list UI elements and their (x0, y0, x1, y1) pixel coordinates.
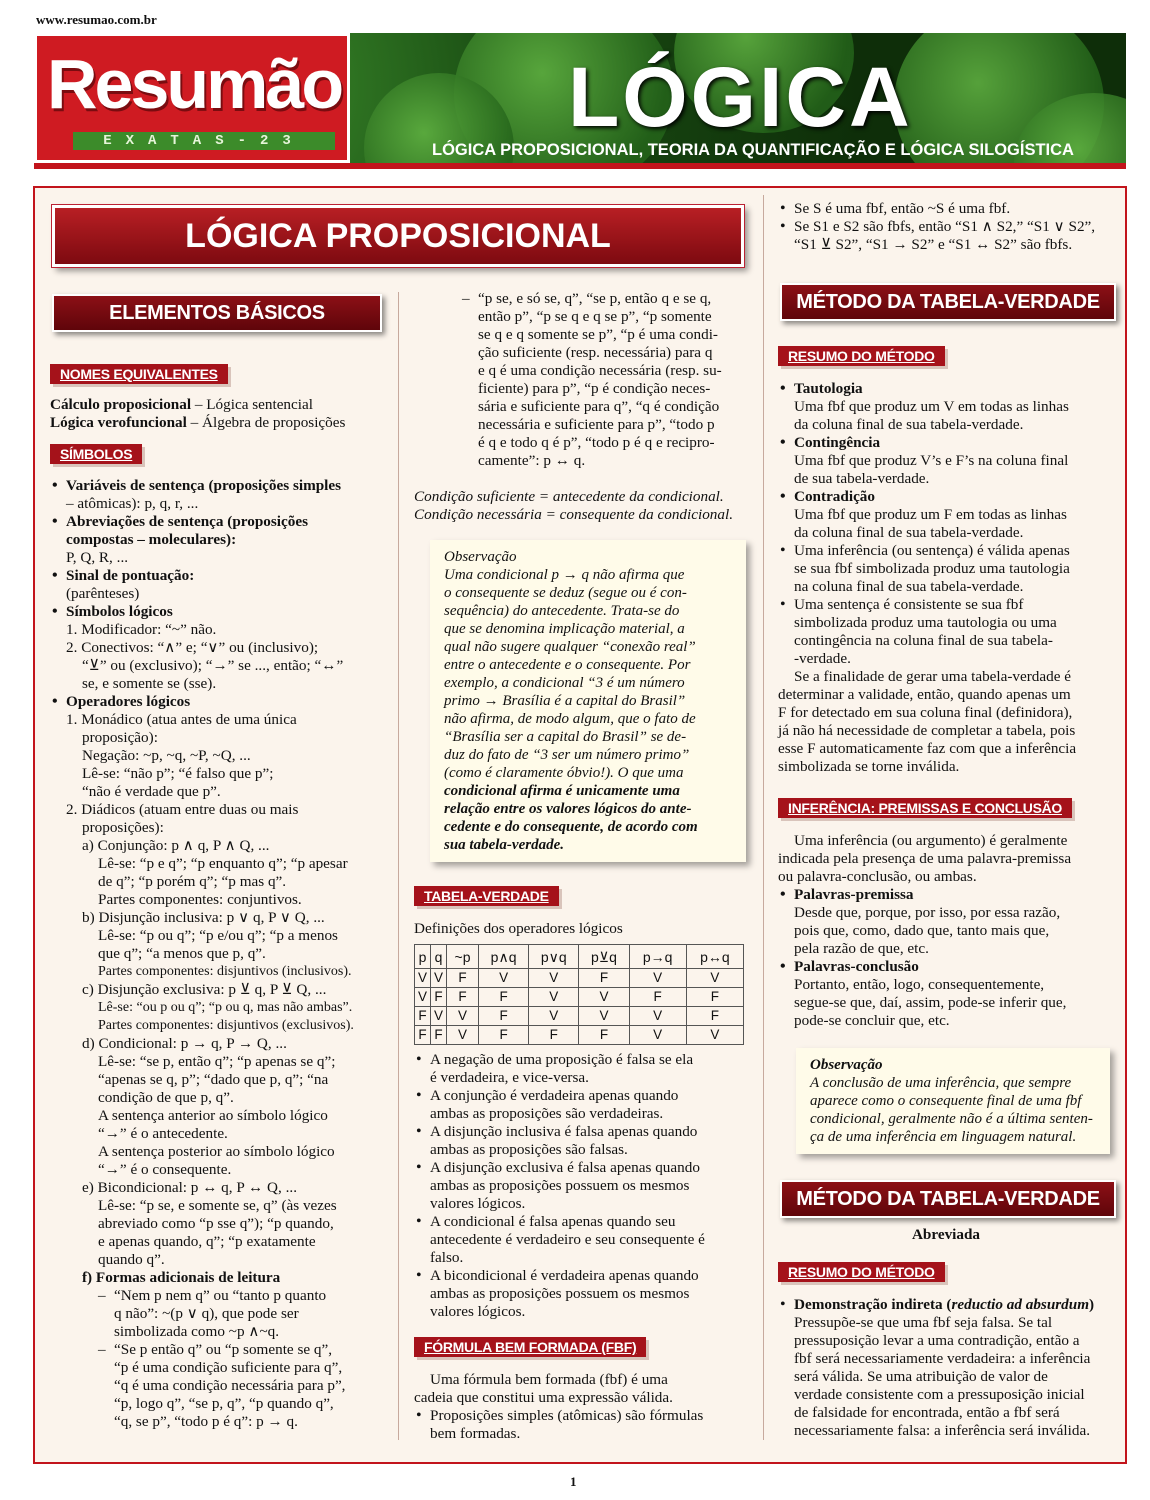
list-item: “S1 ⊻ S2”, “S1 → S2” e “S1 ↔ S2” são fbfs. (794, 236, 1073, 253)
list-item: • A conjunção é verdadeira apenas quando (414, 1087, 750, 1105)
list-item: é verdadeira, e vice-versa. (430, 1069, 589, 1086)
table-cell: V (629, 1007, 686, 1026)
table-header-row (415, 945, 744, 969)
obs-line: entre o antecedente e o consequente. Por (444, 657, 691, 673)
obs-line: não afirma, de modo algum, que o fato de (444, 711, 696, 727)
list-item: Lê-se: “não p”; “é falso que p”; (82, 765, 274, 782)
table-cell: F (431, 1026, 447, 1045)
list-item: – atômicas): p, q, r, ... (66, 495, 199, 512)
tag-simbolos: SÍMBOLOS (50, 444, 142, 464)
list-item: ambas as proposições possuem os mesmos (430, 1285, 690, 1302)
list-item: abreviado como “p sse q”); “p quando, (98, 1215, 334, 1232)
table-cell: V (529, 969, 579, 988)
condicao-necessaria: Condição necessária = consequente da condicional. (414, 506, 733, 523)
list-item: fbf será necessariamente verdadeira: a inferência (794, 1350, 1091, 1367)
table-row (415, 1007, 744, 1026)
column-divider (763, 195, 764, 1440)
list-item: ficiente) para p”, “p é condição neces- (478, 380, 711, 397)
truth-table (414, 944, 744, 1045)
table-cell: F (447, 969, 479, 988)
list-item: • Palavras-premissa (778, 886, 1114, 904)
tag-fbf: FÓRMULA BEM FORMADA (FBF) (414, 1337, 646, 1357)
obs-line: duz do fato de “3 ser um número primo” (444, 747, 690, 763)
table-row (415, 988, 744, 1007)
list-item: “apenas se q, p”; “dado que p, q”; “na (98, 1071, 329, 1088)
obs-line: Uma condicional p → q não afirma que (444, 567, 685, 583)
list-item: d) Condicional: p → q, P → Q, ... (82, 1035, 287, 1052)
resumao-logo (34, 33, 350, 163)
obs-title: Observação (444, 549, 517, 565)
table-cell: F (529, 1026, 579, 1045)
table-cell: F (479, 1026, 529, 1045)
elementos-basicos-header: ELEMENTOS BÁSICOS (52, 294, 382, 332)
term: Cálculo proposicional (50, 396, 192, 413)
tag-inferencia: INFERÊNCIA: PREMISSAS E CONCLUSÃO (778, 798, 1072, 818)
obs-title: Observação (810, 1057, 883, 1073)
demonstracao-text: • Demonstração indireta (reductio ad absurdum) Pressupõe-se que uma fbf seja falsa. Se tal pressuposição levar a uma contradição, então a fbf será necessariamente verdadeira: a inferência será válida. Se uma atribuição de valor de verdade consistente com a pressuposição inicial de falsidade for encontrada, então a fbf será necessariamente falsa: a inferência será inválida. (778, 1296, 1114, 1440)
list-item: A sentença anterior ao símbolo lógico (98, 1107, 328, 1124)
table-header: p∨q (529, 945, 579, 969)
list-item: • Contradição (778, 488, 1114, 506)
list-item: necessária e suficiente para p”, “todo p (478, 416, 715, 433)
list-item: – “Se p então q” ou “p somente se q”, (50, 1341, 390, 1359)
list-item: Desde que, porque, por isso, por essa razão, (794, 904, 1061, 921)
list-item: e) Bicondicional: p ↔ q, P ↔ Q, ... (82, 1179, 297, 1196)
list-item: a) Conjunção: p ∧ q, P ∧ Q, ... (82, 837, 270, 854)
list-item: • Variáveis de sentença (proposições simples (50, 477, 390, 495)
list-item: Partes componentes: conjuntivos. (98, 891, 302, 908)
condicao-suficiente: Condição suficiente = antecedente da condicional. (414, 488, 724, 505)
list-item: pela razão de que, etc. (794, 940, 929, 957)
obs-line: sua tabela-verdade. (444, 837, 564, 853)
page-number: 1 (570, 1474, 577, 1489)
table-cell: F (579, 1026, 629, 1045)
obs-line: ça de uma inferência em linguagem natural. (810, 1129, 1077, 1145)
tag-resumo-metodo: RESUMO DO MÉTODO (778, 346, 945, 366)
list-item: • Uma inferência (ou sentença) é válida apenas (778, 542, 1114, 560)
list-item: contingência na coluna final de sua tabela- (794, 632, 1053, 649)
obs-line: exemplo, a condicional “3 é um número (444, 675, 685, 691)
table-header: p↔q (686, 945, 743, 969)
obs-line: relação entre os valores lógicos do ante- (444, 801, 692, 817)
observacao-box-2 (796, 1048, 1110, 1154)
list-item: de sua tabela-verdade. (794, 470, 930, 487)
table-row (415, 969, 744, 988)
list-item: camente”: p ↔ q. (478, 452, 586, 469)
list-item: • Contingência (778, 434, 1114, 452)
main-subtitle: LÓGICA PROPOSICIONAL, TEORIA DA QUANTIFICAÇÃO E LÓGICA SILOGÍSTICA (432, 141, 1074, 159)
list-item: ou palavra-conclusão, ou ambas. (778, 868, 977, 885)
table-cell: F (447, 988, 479, 1007)
list-item: • A disjunção exclusiva é falsa apenas quando (414, 1159, 750, 1177)
list-item: ambas as proposições possuem os mesmos (430, 1177, 690, 1194)
table-cell: V (579, 1007, 629, 1026)
list-item: Lê-se: “p ou q”; “p e/ou q”; “p a menos (98, 927, 338, 944)
column-2 (414, 290, 750, 524)
list-item: Uma fbf que produz um V em todas as linhas (794, 398, 1069, 415)
list-item: de falsidade for encontrada, então a fbf será (794, 1404, 1060, 1421)
list-item: 1. Monádico (atua antes de uma única (66, 711, 297, 728)
list-item: • A disjunção inclusiva é falsa apenas quando (414, 1123, 750, 1141)
obs-line: aparece como o consequente final de uma fbf (810, 1093, 1082, 1109)
list-item: “p é uma condição suficiente para q”, (114, 1359, 343, 1376)
series-label: EXATAS-23 (73, 132, 335, 150)
obs-line: “Brasília ser a capital do Brasil” se de- (444, 729, 687, 745)
list-item: se q e q somente se p”, “p é uma condi- (478, 326, 718, 343)
list-item: da coluna final de sua tabela-verdade. (794, 524, 1024, 541)
table-row (415, 1026, 744, 1045)
table-cell: V (415, 988, 431, 1007)
list-item: se sua fbf simbolizada produz uma tautologia (794, 560, 1070, 577)
obs-line: qual não sugere qualquer “conexão real” (444, 639, 696, 655)
table-cell: V (629, 1026, 686, 1045)
table-cell: F (415, 1026, 431, 1045)
list-item: • A negação de uma proposição é falsa se ela (414, 1051, 750, 1069)
list-item: cadeia que constitui uma expressão válida. (414, 1389, 673, 1406)
table-header: p∧q (479, 945, 529, 969)
table-cell: F (686, 1007, 743, 1026)
list-item: Lê-se: “p e q”; “p enquanto q”; “p apesar (98, 855, 348, 872)
list-item: pode-se concluir que, etc. (794, 1012, 950, 1029)
definicoes-list (778, 380, 1114, 776)
demo-title: Demonstração indireta (794, 1296, 943, 1313)
list-item: Uma fbf que produz um F em todas as linhas (794, 506, 1067, 523)
list-item: necessariamente falsa: a inferência será inválida. (794, 1422, 1090, 1439)
list-item: “não é verdade que p”. (82, 783, 221, 800)
obs-line: o consequente se deduz (segue ou é con- (444, 585, 687, 601)
list-item: “p, logo q”, “se p, q”, “p quando q”, (114, 1395, 334, 1412)
table-cell: F (686, 988, 743, 1007)
metodo-tabela-header-1: MÉTODO DA TABELA-VERDADE (780, 283, 1116, 321)
list-item: 2. Conectivos: “∧” e; “∨” ou (inclusivo); (66, 639, 319, 656)
obs-line: que se denomina implicação material, a (444, 621, 685, 637)
obs-line: cedente e do consequente, de acordo com (444, 819, 698, 835)
list-item: 2. Diádicos (atuam entre duas ou mais (66, 801, 299, 818)
list-item: e q é uma condição necessária (resp. su- (478, 362, 722, 379)
table-cell: V (686, 1026, 743, 1045)
list-item: ção suficiente (resp. necessária) para q (478, 344, 713, 361)
table-cell: V (415, 969, 431, 988)
definicoes-label: Definições dos operadores lógicos (414, 920, 623, 937)
list-item: de q”; “p porém q”; “p mas q”. (98, 873, 287, 890)
list-item: • Uma sentença é consistente se sua fbf (778, 596, 1114, 614)
table-header: q (431, 945, 447, 969)
list-item: indicada pela presença de uma palavra-premissa (778, 850, 1072, 867)
list-item: A sentença posterior ao símbolo lógico (98, 1143, 335, 1160)
list-item: – “Nem p nem q” ou “tanto p quanto (50, 1287, 390, 1305)
list-item: • Abreviações de sentença (proposições (50, 513, 390, 531)
list-item: • Sinal de pontuação: (50, 567, 390, 585)
list-item: na coluna final de sua tabela-verdade. (794, 578, 1024, 595)
list-item: • Tautologia (778, 380, 1114, 398)
table-cell: V (629, 969, 686, 988)
term: Lógica verofuncional (50, 414, 187, 431)
list-item: bem formadas. (430, 1425, 521, 1442)
list-item: Portanto, então, logo, consequentemente, (794, 976, 1045, 993)
table-cell: V (431, 1007, 447, 1026)
table-cell: F (431, 988, 447, 1007)
list-item: proposição): (82, 729, 158, 746)
main-title: LÓGICA (568, 50, 913, 144)
list-item: compostas – moleculares): (66, 531, 237, 548)
tag-nomes-equivalentes: NOMES EQUIVALENTES (50, 364, 228, 384)
list-item: “q é uma condição necessária para p”, (114, 1377, 346, 1394)
logo-text: Resumão (47, 45, 342, 123)
list-item: Uma inferência (ou argumento) é geralmente (794, 832, 1068, 849)
inferencia-text (778, 832, 1114, 1030)
list-item: c) Disjunção exclusiva: p ⊻ q, P ⊻ Q, ... (82, 981, 327, 998)
list-item: é q e todo q é p”, “todo p é q e recipro- (478, 434, 715, 451)
table-cell: V (529, 1007, 579, 1026)
list-item: se, e somente se (sse). (82, 675, 217, 692)
list-item: verdade consistente com a pressuposição inicial (794, 1386, 1085, 1403)
formas-continuacao (414, 290, 750, 470)
list-item: Partes componentes: disjuntivos (exclusivos). (98, 1018, 354, 1033)
list-item: que q”; “a menos que p, q”. (98, 945, 266, 962)
list-item: • A bicondicional é verdadeira apenas quando (414, 1267, 750, 1285)
list-item: Se a finalidade de gerar uma tabela-verdade é (794, 668, 1072, 685)
list-item: – “p se, e só se, q”, “se p, então q e se q, (414, 290, 750, 308)
list-item: Negação: ~p, ~q, ~P, ~Q, ... (82, 747, 251, 764)
table-header: p→q (629, 945, 686, 969)
list-item: Pressupõe-se que uma fbf seja falsa. Se tal (794, 1314, 1053, 1331)
list-item: da coluna final de sua tabela-verdade. (794, 416, 1024, 433)
list-item: proposições): (82, 819, 164, 836)
list-item: ambas as proposições são verdadeiras. (430, 1105, 664, 1122)
tabela-verdade-section (414, 886, 750, 1443)
list-item: simbolizada como ~p ∧~q. (114, 1323, 280, 1340)
list-item: falso. (430, 1249, 464, 1266)
list-item: • Se S é uma fbf, então ~S é uma fbf. (778, 200, 1114, 218)
list-item: antecedente é verdadeiro e seu consequente é (430, 1231, 705, 1248)
list-item: valores lógicos. (430, 1195, 526, 1212)
list-item: pois que, como, dado que, tanto mais que, (794, 922, 1050, 939)
table-header: ~p (447, 945, 479, 969)
obs-line: condicional, geralmente não é a última senten- (810, 1111, 1093, 1127)
list-item: pressuposição levar a uma contradição, então a (794, 1332, 1080, 1349)
fbf-text (414, 1371, 750, 1443)
list-item: “q, se p”, “todo p é q”: p → q. (114, 1413, 298, 1430)
column-3 (778, 346, 1114, 1030)
column-1 (50, 364, 390, 1431)
list-item: • Proposições simples (atômicas) são fórmulas (414, 1407, 750, 1425)
site-url[interactable]: www.resumao.com.br (36, 12, 157, 27)
table-header: p⊻q (579, 945, 629, 969)
list-item: simbolizada produz uma tautologia ou uma (794, 614, 1057, 631)
list-item: simbolizada se torne inválida. (778, 758, 960, 775)
column-divider (398, 292, 399, 1440)
list-item: sária e suficiente para q”, “q é condição (478, 398, 720, 415)
list-item: -verdade. (794, 650, 851, 667)
list-item: esse F automaticamente faz com que a inferência (778, 740, 1077, 757)
header-banner (34, 33, 1126, 169)
list-item: determinar a validade, então, quando apenas um (778, 686, 1071, 703)
table-cell: V (447, 1026, 479, 1045)
list-item: condição de que p, q”. (98, 1089, 234, 1106)
table-header: p (415, 945, 431, 969)
term-def: – Lógica sentencial (191, 396, 313, 413)
list-item: q não”: ~(p ∨ q), que pode ser (114, 1305, 299, 1322)
table-cell: V (447, 1007, 479, 1026)
obs-line: (como é claramente óbvio!). O que uma (444, 765, 684, 781)
table-cell: V (579, 988, 629, 1007)
list-item: já não há necessidade de completar a tabela, pois (778, 722, 1076, 739)
term-def: – Álgebra de proposições (186, 414, 346, 431)
list-item: Uma fbf que produz V’s e F’s na coluna final (794, 452, 1069, 469)
list-item: Lê-se: “se p, então q”; “p apenas se q”; (98, 1053, 336, 1070)
table-cell: F (629, 988, 686, 1007)
metodo-tabela-header-2: MÉTODO DA TABELA-VERDADE (780, 1180, 1116, 1218)
list-item: “→” é o antecedente. (98, 1125, 228, 1142)
list-item: “→” é o consequente. (98, 1161, 232, 1178)
table-cell: V (686, 969, 743, 988)
list-item: quando q”. (98, 1251, 165, 1268)
operator-bullets (414, 1051, 750, 1321)
list-item: será válida. Se uma atribuição de valor de (794, 1368, 1048, 1385)
table-cell: F (415, 1007, 431, 1026)
table-cell: V (529, 988, 579, 1007)
table-cell: F (579, 969, 629, 988)
section-title: LÓGICA PROPOSICIONAL (52, 205, 744, 267)
list-item: (parênteses) (66, 585, 140, 602)
list-item: Lê-se: “ou p ou q”; “p ou q, mas não ambas”. (98, 1000, 353, 1015)
observacao-box-1 (430, 540, 746, 862)
tag-resumo-metodo-2: RESUMO DO MÉTODO (778, 1262, 945, 1282)
table-cell: V (431, 969, 447, 988)
column-3-top (778, 200, 1114, 254)
simbolos-list (50, 477, 390, 1431)
list-item: e apenas quando, q”; “p exatamente (98, 1233, 316, 1250)
list-item: b) Disjunção inclusiva: p ∨ q, P ∨ Q, ... (82, 909, 325, 926)
tag-tabela-verdade: TABELA-VERDADE (414, 886, 559, 906)
list-item: Uma fórmula bem formada (fbf) é uma (430, 1371, 668, 1388)
list-item: 1. Modificador: “~” não. (66, 621, 217, 638)
list-item: P, Q, R, ... (66, 549, 129, 566)
obs-line: primo → Brasília é a capital do Brasil” (444, 693, 686, 709)
table-cell: V (479, 969, 529, 988)
list-item: Partes componentes: disjuntivos (inclusivos). (98, 964, 352, 979)
abreviada-label: Abreviada (911, 1226, 981, 1243)
list-item: F for detectado em sua coluna final (definidora), (778, 704, 1073, 721)
column-3-bottom (778, 1226, 1114, 1440)
list-item: • Operadores lógicos (50, 693, 390, 711)
obs-line: A conclusão de uma inferência, que sempre (810, 1075, 1072, 1091)
list-item: Lê-se: “p se, e somente se, q” (às vezes (98, 1197, 337, 1214)
list-item: f) Formas adicionais de leitura (82, 1269, 281, 1286)
list-item: • Símbolos lógicos (50, 603, 390, 621)
list-item: • Palavras-conclusão (778, 958, 1114, 976)
list-item: segue-se que, daí, assim, pode-se inferir que, (794, 994, 1067, 1011)
table-cell: F (479, 1007, 529, 1026)
list-item: ambas as proposições são falsas. (430, 1141, 628, 1158)
list-item: valores lógicos. (430, 1303, 526, 1320)
table-cell: F (479, 988, 529, 1007)
list-item: “⊻” ou (exclusivo); “→” se ..., então; “↔” (82, 657, 344, 674)
list-item: • Se S1 e S2 são fbfs, então “S1 ∧ S2,” “S1 ∨ S2”, (778, 218, 1114, 236)
obs-line: condicional afirma é unicamente uma (444, 783, 680, 799)
list-item: • A condicional é falsa apenas quando seu (414, 1213, 750, 1231)
demo-latin: reductio ad absurdum (951, 1296, 1090, 1313)
obs-line: sequência) do antecedente. Trata-se do (444, 603, 680, 619)
list-item: então p”, “p se q e q se p”, “p somente (478, 308, 712, 325)
